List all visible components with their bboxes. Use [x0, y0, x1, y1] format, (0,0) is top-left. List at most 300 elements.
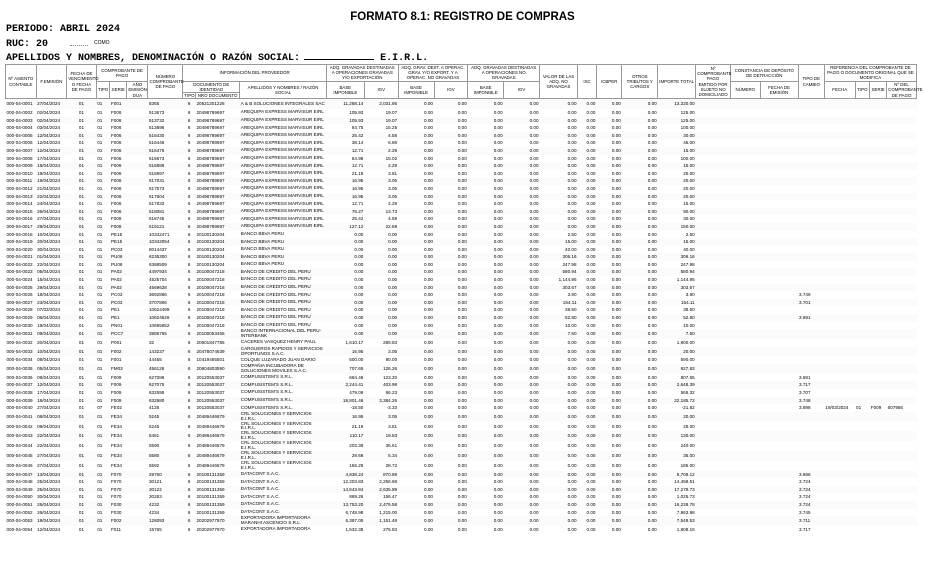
cell-numero: 4126	[148, 405, 160, 411]
cell-igv-1: 0.00	[388, 292, 398, 298]
cell-fecha-venc: 01	[67, 132, 97, 140]
cell-det-numero	[731, 177, 761, 185]
cell-igv-2: 0.00	[434, 132, 468, 140]
cell-otros: 0.00	[647, 216, 657, 222]
cell-igv-1: 5.34	[364, 451, 398, 461]
cell-otros: 0.00	[647, 494, 657, 500]
cell-base-3: 0.00	[493, 110, 503, 116]
cell-isc: 0.00	[578, 412, 597, 422]
cell-ref-tipo	[855, 364, 870, 374]
cell-base-1: 1,532.38	[345, 526, 364, 532]
cell-tipo-cambio: 3.724	[799, 479, 811, 485]
cell-ref-tipo	[855, 177, 870, 185]
cell-ref-serie	[870, 299, 887, 307]
cell-icbper: 0.00	[597, 132, 622, 140]
cell-base-2: 0.00	[424, 526, 433, 532]
cell-tipo-cambio: 3.691	[798, 314, 824, 322]
cell-anio-dua	[127, 223, 148, 231]
cell-doc-numero: 20498789697	[196, 155, 225, 161]
cell-tipo-cambio: 3.701	[798, 299, 824, 307]
cell-ref-tipo	[855, 238, 870, 246]
cell-ref-serie	[870, 412, 887, 422]
cell-igv-3: 0.00	[529, 292, 539, 298]
cell-doc-numero: 20100047218	[195, 299, 239, 307]
cell-isc: 0.00	[578, 99, 597, 109]
cell-no-domiciliado	[696, 329, 731, 339]
cell-otros: 0.00	[622, 314, 658, 322]
cell-no-domiciliado	[696, 162, 731, 170]
cell-base-2: 0.00	[424, 246, 433, 252]
cell-no-domiciliado	[696, 185, 731, 193]
cell-tipo-cambio	[798, 253, 824, 261]
cell-ref-serie	[870, 486, 887, 494]
table-row	[6, 246, 917, 254]
cell-base-3: 0.00	[468, 397, 504, 405]
cell-icbper: 0.00	[611, 423, 621, 429]
cell-fecha-venc: 01	[67, 364, 97, 374]
cell-doc-tipo: 6	[183, 431, 196, 441]
cell-serie: PA02	[110, 268, 127, 276]
cell-doc-tipo: 6	[187, 374, 191, 380]
cell-doc-numero: 20100047218	[196, 292, 225, 298]
cell-tipo: 01	[96, 117, 110, 125]
cell-tipo-cambio	[798, 162, 824, 170]
cell-asiento: 000-04-0023	[6, 268, 37, 276]
col-referencia: REFERENCIA DEL COMPROBANTE DE PAGO O DOCUMENTO ORIGINAL QUE SE MODIFICA	[824, 65, 916, 82]
cell-base-2: 0.00	[398, 486, 434, 494]
cell-fecha-venc: 01	[67, 451, 97, 461]
cell-tipo: 01	[97, 125, 103, 131]
cell-fecha-emision: 07/03/2024	[37, 307, 61, 313]
cell-det-numero	[731, 253, 761, 261]
cell-ref-serie	[870, 431, 887, 441]
cell-igv-2: 0.00	[434, 162, 468, 170]
cell-ref-tipo	[855, 493, 870, 501]
cell-base-2: 0.00	[424, 125, 433, 131]
cell-det-numero	[731, 322, 761, 330]
cell-importe: 100.00	[680, 125, 695, 131]
cell-ref-numero	[887, 339, 917, 347]
cell-base-3: 0.00	[468, 147, 504, 155]
cell-tipo-cambio	[798, 422, 824, 432]
cell-igv-2: 0.00	[457, 231, 467, 237]
cell-ref-tipo	[855, 223, 870, 231]
cell-asiento: 000-04-0002	[6, 110, 33, 116]
cell-ref-fecha	[824, 238, 855, 246]
cell-tipo: 01	[96, 381, 110, 389]
cell-det-fecha	[760, 397, 798, 405]
cell-igv-1: 28.72	[385, 462, 398, 468]
cell-asiento: 000-04-0003	[6, 117, 37, 125]
cell-otros: 0.00	[647, 479, 657, 485]
cell-ref-numero	[887, 261, 917, 269]
cell-no-gravadas: 3.90	[567, 292, 577, 298]
cell-ref-fecha	[824, 364, 855, 374]
cell-ref-serie	[870, 276, 887, 284]
cell-ref-serie	[870, 322, 887, 330]
cell-ref-tipo	[855, 461, 870, 471]
cell-tipo: 01	[96, 364, 110, 374]
cell-fecha-emision: 08/04/2024	[37, 357, 61, 363]
cell-serie: FE34	[110, 412, 127, 422]
cell-icbper: 0.00	[597, 381, 622, 389]
cell-doc-tipo: 6	[183, 486, 196, 494]
cell-fecha-venc: 01	[78, 277, 85, 283]
cell-doc-tipo: 6	[187, 322, 191, 328]
cell-numero: 513673	[148, 110, 165, 116]
cell-asiento: 000-04-0034	[6, 357, 33, 363]
cell-no-gravadas: 0.00	[567, 390, 577, 395]
cell-doc-numero: 20489446679	[195, 431, 239, 441]
cell-fecha-venc: 01	[78, 494, 85, 500]
cell-det-fecha	[760, 200, 798, 208]
cell-fecha-venc: 01	[78, 509, 85, 515]
cell-serie: F070	[110, 486, 127, 494]
cell-tipo-cambio	[798, 155, 824, 163]
cell-doc-tipo: 6	[187, 526, 191, 532]
table-row	[6, 339, 917, 347]
cell-icbper: 0.00	[597, 299, 622, 307]
cell-ref-serie	[870, 461, 887, 471]
cell-no-gravadas: 0.00	[540, 347, 578, 357]
cell-ref-numero	[887, 117, 917, 125]
cell-base-3: 0.00	[468, 431, 504, 441]
cell-no-gravadas: 580.94	[540, 268, 578, 276]
cell-base-2: 0.00	[398, 147, 434, 155]
cell-igv-3: 0.00	[529, 340, 539, 346]
cell-importe: 807.65	[680, 374, 695, 380]
cell-isc: 0.00	[578, 147, 597, 155]
col-no-gravadas: VALOR DE LAS ADQ. NO GRAVADAS	[540, 65, 578, 99]
cell-igv-2: 0.00	[457, 390, 467, 395]
cell-isc: 0.00	[578, 314, 597, 322]
cell-fecha-venc: 01	[67, 238, 97, 246]
cell-tipo: 01	[97, 246, 103, 252]
cell-isc: 0.00	[586, 494, 596, 500]
cell-numero: 10342471	[148, 231, 170, 237]
cell-ref-fecha	[824, 501, 855, 509]
cell-fecha-venc: 01	[67, 299, 97, 307]
cell-ref-serie	[870, 238, 887, 246]
ruc-label: RUC: 20	[6, 39, 49, 50]
cell-otros: 0.00	[622, 451, 658, 461]
cell-otros: 0.00	[622, 223, 658, 231]
cell-otros: 0.00	[622, 347, 658, 357]
cell-det-fecha	[760, 431, 798, 441]
cell-igv-1: 2,635.89	[364, 486, 398, 494]
cell-base-1: 12.71	[351, 201, 364, 207]
cell-numero: 4232	[148, 501, 183, 509]
cell-anio-dua	[127, 486, 148, 494]
cell-no-gravadas: 0.00	[540, 516, 578, 526]
cell-base-1: -18.50	[350, 405, 364, 411]
cell-anio-dua	[127, 299, 148, 307]
cell-serie: F001	[110, 357, 122, 363]
cell-numero: 3985755	[148, 329, 183, 339]
cell-icbper: 0.00	[597, 516, 622, 526]
cell-razon-social: EXPORTADORA IMPORTADORA MARANHI ASCENCIO S.R.L.	[240, 516, 327, 526]
cell-doc-numero: 20202977970	[195, 516, 239, 526]
cell-det-numero	[731, 441, 761, 451]
cell-tipo-cambio	[798, 246, 824, 254]
cell-doc-tipo: 6	[183, 451, 196, 461]
cell-icbper: 0.00	[597, 397, 622, 405]
cell-anio-dua	[127, 124, 148, 132]
cell-base-1: 0.00	[354, 322, 364, 328]
cell-det-fecha	[760, 261, 798, 269]
cell-anio-dua	[127, 441, 148, 451]
cell-asiento: 000-04-0040	[6, 405, 33, 411]
cell-numero: 8355	[148, 99, 183, 109]
cell-det-numero	[731, 374, 761, 382]
cell-numero: 4525704	[148, 277, 167, 283]
cell-det-numero	[731, 306, 761, 314]
cell-tipo: 01	[96, 347, 110, 357]
cell-no-gravadas: 0.00	[567, 140, 577, 146]
cell-ref-fecha	[824, 389, 855, 397]
cell-no-gravadas: 0.00	[540, 99, 578, 109]
cell-base-3: 0.00	[493, 125, 503, 131]
cell-base-3: 0.00	[468, 486, 504, 494]
cell-igv-1: 2,256.68	[379, 479, 398, 485]
cell-asiento: 000-04-0031	[6, 329, 37, 339]
cell-razon-social: DATACONT S.A.C.	[240, 471, 327, 479]
cell-doc-tipo: 6	[187, 423, 191, 429]
cell-ref-tipo	[855, 208, 870, 216]
cell-ref-tipo	[855, 99, 870, 109]
cell-razon-social: COMPUSISTEM'S S.R.L.	[240, 389, 293, 395]
cell-igv-2: 0.00	[457, 357, 467, 363]
cell-ref-tipo	[855, 185, 870, 193]
cell-no-gravadas: 0.00	[540, 412, 578, 422]
cell-serie: F006	[110, 132, 127, 140]
cell-isc: 0.00	[586, 340, 596, 346]
cell-numero: 516430	[148, 132, 183, 140]
cell-isc: 0.00	[578, 329, 597, 339]
cell-importe: 247.98	[680, 261, 695, 267]
cell-det-numero	[731, 276, 761, 284]
cell-ref-serie	[870, 471, 887, 479]
cell-doc-numero: 20498789697	[195, 208, 239, 216]
cell-doc-tipo: 6	[183, 223, 196, 231]
cell-ref-fecha	[824, 99, 855, 109]
cell-numero: 518081	[148, 208, 183, 216]
cell-tipo-cambio: 3.724	[798, 501, 824, 509]
cell-otros: 0.00	[647, 509, 657, 515]
cell-asiento: 000-04-0045	[6, 451, 37, 461]
cell-fecha-venc: 01	[78, 526, 85, 532]
cell-icbper: 0.00	[611, 277, 621, 283]
cell-tipo: 01	[97, 292, 103, 298]
cell-razon-social: BANCO BBVA PERU	[240, 246, 285, 252]
cell-icbper: 0.00	[597, 193, 622, 201]
cell-serie: F006	[110, 201, 122, 207]
cell-doc-numero: 20489446679	[195, 412, 239, 422]
cell-ref-serie	[870, 389, 887, 397]
cell-anio-dua	[127, 431, 148, 441]
cell-no-domiciliado	[696, 238, 731, 246]
cell-base-1: 18,801.46	[326, 397, 364, 405]
cell-ref-tipo	[855, 155, 870, 163]
cell-otros: 0.00	[647, 110, 657, 116]
cell-igv-3: 0.00	[504, 177, 540, 185]
cell-tipo: 01	[96, 208, 110, 216]
cell-det-fecha	[760, 501, 798, 509]
cell-fecha-emision: 18/04/2024	[36, 397, 67, 405]
cell-igv-1: 36.61	[385, 443, 398, 449]
cell-razon-social: CARGUEROS RAPIDOS Y SERVICIOS OPORTUNOS S.A.C.	[240, 347, 327, 357]
cell-det-numero	[731, 109, 761, 117]
company-label: APELLIDOS Y NOMBRES, DENOMINACIÓN O RAZÓN SOCIAL:	[6, 53, 301, 64]
cell-icbper: 0.00	[597, 412, 622, 422]
cell-importe: 1,808.16	[676, 526, 695, 532]
cell-doc-tipo: 6	[183, 501, 196, 509]
cell-igv-1: 0.00	[364, 268, 398, 276]
cell-ref-fecha	[824, 397, 855, 405]
table-row	[6, 124, 917, 132]
cell-importe: 130.00	[658, 431, 696, 441]
cell-asiento: 000-04-0038	[6, 390, 33, 395]
cell-ref-fecha	[824, 306, 855, 314]
cell-icbper: 0.00	[611, 357, 621, 363]
cell-doc-tipo: 6	[183, 162, 196, 170]
cell-base-1: 0.00	[326, 299, 364, 307]
cell-otros: 0.00	[622, 268, 658, 276]
cell-ref-serie	[870, 339, 887, 347]
cell-ref-serie	[870, 509, 887, 517]
cell-serie: F030	[110, 509, 122, 515]
cell-tipo-cambio	[798, 124, 824, 132]
cell-base-3: 0.00	[493, 322, 503, 328]
cell-tipo: 01	[96, 431, 110, 441]
cell-igv-3: 0.00	[529, 322, 539, 328]
cell-base-2: 0.00	[398, 132, 434, 140]
cell-serie: F006	[110, 170, 122, 176]
cell-otros: 0.00	[622, 381, 658, 389]
cell-fecha-emision: 27/04/2024	[37, 462, 61, 468]
col-detraccion: CONSTANCIA DE DEPÓSITO DE DETRACCIÓN	[731, 65, 799, 82]
cell-ref-tipo	[855, 276, 870, 284]
col-det-fecha: FECHA DE EMISIÓN	[760, 81, 798, 99]
cell-det-numero	[731, 339, 761, 347]
cell-no-domiciliado	[696, 364, 731, 374]
cell-ref-serie	[870, 381, 887, 389]
cell-igv-2: 0.00	[434, 486, 468, 494]
cell-asiento: 000-04-0029	[6, 314, 37, 322]
cell-ref-fecha	[824, 339, 855, 347]
cell-fecha-venc: 01	[67, 314, 97, 322]
cell-fecha-venc: 01	[67, 329, 97, 339]
cell-base-2: 0.00	[424, 307, 433, 313]
cell-det-numero	[731, 451, 761, 461]
cell-numero: 8014437	[148, 246, 167, 252]
cell-doc-numero: 20100130204	[195, 253, 239, 261]
cell-ref-fecha	[824, 284, 855, 292]
cell-fecha-emision: 30/04/2024	[37, 494, 61, 500]
cell-det-fecha	[760, 356, 798, 364]
cell-ref-serie	[870, 374, 887, 382]
cell-igv-3: 0.00	[529, 509, 539, 515]
cell-fecha-emision: 20/04/2024	[36, 238, 67, 246]
cell-igv-3: 0.00	[529, 405, 539, 411]
cell-no-gravadas: 0.00	[567, 110, 577, 116]
cell-fecha-venc: 01	[67, 284, 97, 292]
cell-ref-serie	[870, 246, 887, 254]
cell-no-domiciliado	[696, 493, 731, 501]
cell-asiento: 000-04-0052	[6, 509, 33, 515]
cell-doc-numero: 20100047218	[196, 322, 225, 328]
cell-icbper: 0.00	[611, 307, 621, 313]
cell-doc-numero: 20498789697	[195, 147, 239, 155]
cell-importe: 40.00	[683, 246, 695, 252]
cell-no-gravadas: 0.00	[567, 170, 577, 176]
cell-det-fecha	[760, 347, 798, 357]
cell-tipo: 01	[96, 177, 110, 185]
cell-numero: 5580	[148, 451, 183, 461]
cell-isc: 0.00	[578, 397, 597, 405]
cell-tipo-cambio: 3.717	[798, 381, 824, 389]
cell-base-2: 0.00	[398, 314, 434, 322]
cell-ref-serie	[870, 253, 887, 261]
cell-ref-fecha	[824, 246, 855, 254]
cell-fecha-venc: 01	[67, 431, 97, 441]
cell-numero: 128093	[148, 516, 183, 526]
cell-isc: 0.00	[578, 516, 597, 526]
cell-det-fecha	[760, 223, 798, 231]
cell-razon-social: BANCO DE CREDITO DEL PERU	[240, 306, 311, 312]
cell-doc-numero: 20498789697	[196, 140, 225, 146]
cell-igv-1: 126.26	[364, 364, 398, 374]
cell-base-1: 684.48	[349, 374, 364, 380]
cell-isc: 0.00	[586, 374, 596, 380]
cell-no-domiciliado	[696, 299, 731, 307]
cell-ref-fecha	[824, 322, 855, 330]
table-row	[6, 461, 917, 471]
cell-doc-tipo: 6	[187, 443, 191, 449]
cell-tipo: 01	[97, 277, 103, 283]
cell-asiento: 000-04-0046	[6, 462, 33, 468]
cell-otros: 0.00	[647, 201, 657, 207]
cell-igv-1: 0.00	[388, 231, 398, 237]
cell-det-fecha	[760, 117, 798, 125]
cell-fecha-venc: 01	[67, 381, 97, 389]
cell-no-domiciliado	[696, 231, 731, 239]
cell-serie: FE34	[110, 431, 127, 441]
cell-tipo-cambio: 3.681	[799, 374, 811, 380]
cell-importe: 150.00	[658, 223, 696, 231]
cell-det-numero	[731, 246, 761, 254]
cell-igv-2: 0.00	[457, 374, 467, 380]
cell-base-2: 0.00	[424, 216, 433, 222]
cell-base-2: 0.00	[424, 509, 433, 515]
cell-ref-numero	[887, 109, 917, 117]
cell-importe: 565.32	[680, 390, 695, 395]
cell-det-fecha	[760, 139, 798, 147]
cell-serie: PC03	[110, 299, 127, 307]
cell-igv-2: 0.00	[434, 147, 468, 155]
cell-no-domiciliado	[696, 284, 731, 292]
cell-ref-tipo	[855, 397, 870, 405]
cell-tipo-cambio: 3.707	[799, 390, 811, 395]
cell-asiento: 000-04-0036	[6, 374, 33, 380]
cell-isc: 0.00	[578, 501, 597, 509]
cell-serie: FM03	[110, 364, 127, 374]
col-ref-numero: Nº DEL COMPROBANTE DE PAGO	[888, 82, 923, 98]
cell-razon-social: AREQUIPA EXPRESS MARVISUR EIRL	[240, 109, 324, 115]
cell-det-numero	[731, 162, 761, 170]
cell-no-domiciliado	[696, 509, 731, 517]
cell-fecha-emision: 17/04/2024	[37, 390, 61, 395]
